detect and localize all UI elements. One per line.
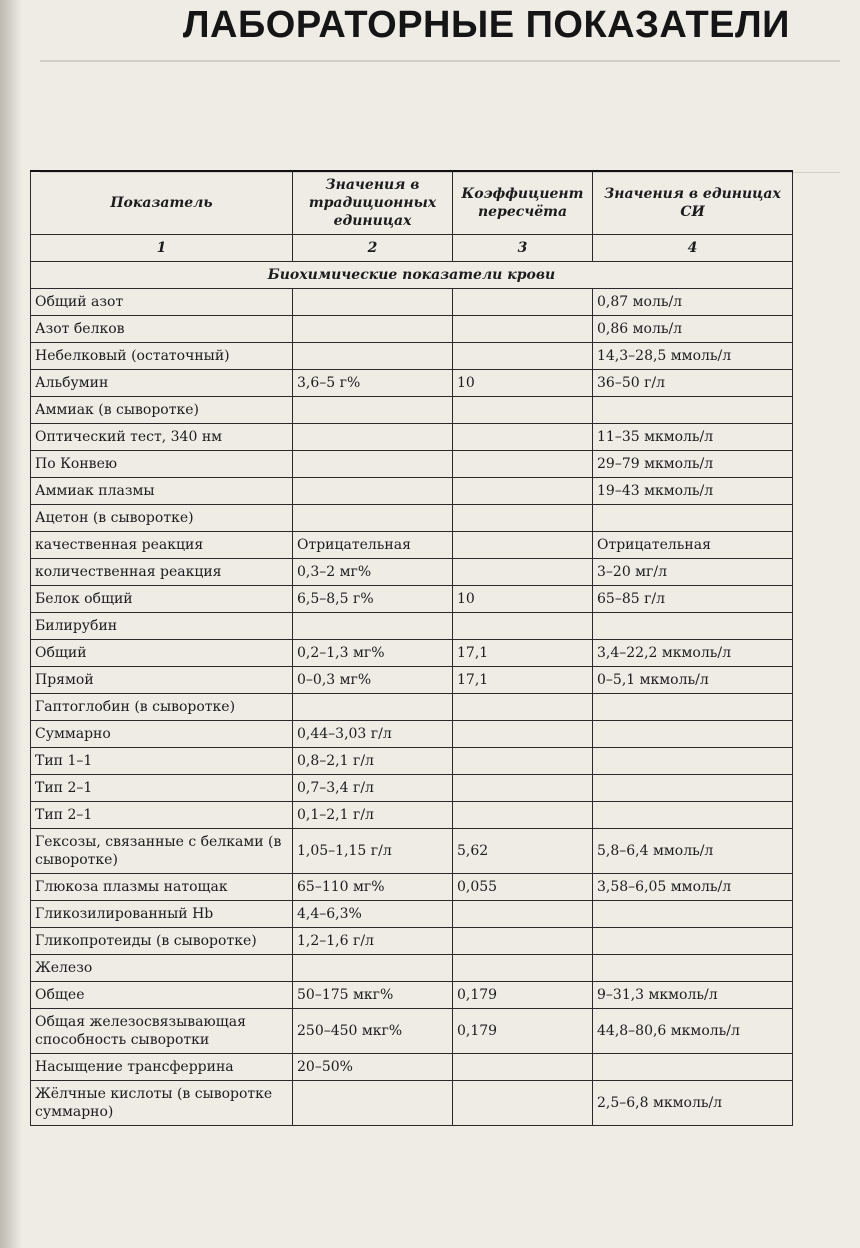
- cell-coefficient: [453, 955, 593, 982]
- table-row: [31, 829, 793, 874]
- cell-si: 65–85 г/л: [593, 586, 793, 613]
- cell-coefficient: [453, 343, 593, 370]
- cell-indicator: Тип 2–1: [31, 775, 293, 802]
- table-row: [31, 343, 793, 370]
- cell-traditional: [293, 478, 453, 505]
- cell-indicator: Гексозы, связанные с белками (в сыворотке): [31, 829, 293, 874]
- cell-traditional: 0–0,3 мг%: [293, 667, 453, 694]
- table-row: [31, 451, 793, 478]
- cell-si: [593, 928, 793, 955]
- cell-indicator: Аммиак плазмы: [31, 478, 293, 505]
- cell-coefficient: [453, 1081, 593, 1126]
- cell-traditional: [293, 505, 453, 532]
- cell-traditional: 0,1–2,1 г/л: [293, 802, 453, 829]
- cell-coefficient: 10: [453, 370, 593, 397]
- cell-traditional: [293, 451, 453, 478]
- cell-coefficient: [453, 802, 593, 829]
- cell-coefficient: 17,1: [453, 640, 593, 667]
- cell-si: 3,58–6,05 ммоль/л: [593, 874, 793, 901]
- header-coefficient: Коэффициент пересчёта: [453, 171, 593, 235]
- cell-si: 36–50 г/л: [593, 370, 793, 397]
- cell-coefficient: 0,055: [453, 874, 593, 901]
- cell-indicator: качественная реакция: [31, 532, 293, 559]
- cell-traditional: [293, 694, 453, 721]
- cell-traditional: [293, 955, 453, 982]
- cell-traditional: [293, 613, 453, 640]
- cell-traditional: [293, 316, 453, 343]
- cell-coefficient: [453, 532, 593, 559]
- table-row: [31, 613, 793, 640]
- cell-traditional: [293, 289, 453, 316]
- cell-indicator: Прямой: [31, 667, 293, 694]
- cell-indicator: По Конвею: [31, 451, 293, 478]
- table-row: [31, 1054, 793, 1081]
- section-row: [31, 262, 793, 289]
- cell-si: [593, 901, 793, 928]
- cell-traditional: 6,5–8,5 г%: [293, 586, 453, 613]
- table-row: [31, 478, 793, 505]
- cell-indicator: Билирубин: [31, 613, 293, 640]
- cell-indicator: Железо: [31, 955, 293, 982]
- table-row: [31, 370, 793, 397]
- cell-traditional: [293, 397, 453, 424]
- cell-coefficient: 0,179: [453, 1009, 593, 1054]
- cell-indicator: Оптический тест, 340 нм: [31, 424, 293, 451]
- table-row: [31, 559, 793, 586]
- cell-traditional: 0,3–2 мг%: [293, 559, 453, 586]
- cell-coefficient: [453, 505, 593, 532]
- cell-coefficient: [453, 478, 593, 505]
- cell-coefficient: [453, 316, 593, 343]
- column-number: 1: [31, 235, 293, 262]
- cell-coefficient: [453, 559, 593, 586]
- cell-traditional: [293, 424, 453, 451]
- cell-si: [593, 721, 793, 748]
- cell-traditional: 1,05–1,15 г/л: [293, 829, 453, 874]
- cell-coefficient: [453, 901, 593, 928]
- cell-si: [593, 505, 793, 532]
- cell-traditional: 0,8–2,1 г/л: [293, 748, 453, 775]
- cell-coefficient: [453, 748, 593, 775]
- cell-indicator: количественная реакция: [31, 559, 293, 586]
- table-row: [31, 694, 793, 721]
- table-row: [31, 802, 793, 829]
- cell-coefficient: [453, 928, 593, 955]
- cell-indicator: Азот белков: [31, 316, 293, 343]
- cell-si: 9–31,3 мкмоль/л: [593, 982, 793, 1009]
- cell-indicator: Общее: [31, 982, 293, 1009]
- cell-coefficient: [453, 694, 593, 721]
- cell-indicator: Общая железосвязывающая способность сыворотки: [31, 1009, 293, 1054]
- cell-indicator: Белок общий: [31, 586, 293, 613]
- table-row: [31, 289, 793, 316]
- cell-coefficient: [453, 721, 593, 748]
- table-row: [31, 532, 793, 559]
- cell-si: [593, 955, 793, 982]
- cell-coefficient: [453, 424, 593, 451]
- table-row: [31, 775, 793, 802]
- bleed-through-area: [40, 60, 840, 173]
- cell-traditional: 0,7–3,4 г/л: [293, 775, 453, 802]
- cell-indicator: Гликопротеиды (в сыворотке): [31, 928, 293, 955]
- cell-si: 11–35 мкмоль/л: [593, 424, 793, 451]
- table-row: [31, 982, 793, 1009]
- cell-si: [593, 748, 793, 775]
- cell-indicator: Аммиак (в сыворотке): [31, 397, 293, 424]
- cell-si: [593, 802, 793, 829]
- cell-indicator: Гликозилированный Hb: [31, 901, 293, 928]
- page-binding-shadow: [0, 0, 22, 1248]
- cell-coefficient: 10: [453, 586, 593, 613]
- cell-si: 3,4–22,2 мкмоль/л: [593, 640, 793, 667]
- table-row: [31, 505, 793, 532]
- cell-si: 14,3–28,5 ммоль/л: [593, 343, 793, 370]
- cell-traditional: 50–175 мкг%: [293, 982, 453, 1009]
- cell-traditional: 65–110 мг%: [293, 874, 453, 901]
- cell-traditional: [293, 343, 453, 370]
- cell-indicator: Глюкоза плазмы натощак: [31, 874, 293, 901]
- cell-coefficient: 17,1: [453, 667, 593, 694]
- column-number-row: [31, 235, 793, 262]
- page-title: ЛАБОРАТОРНЫЕ ПОКАЗАТЕЛИ: [182, 4, 790, 46]
- cell-traditional: 20–50%: [293, 1054, 453, 1081]
- cell-indicator: Насыщение трансферрина: [31, 1054, 293, 1081]
- cell-indicator: Альбумин: [31, 370, 293, 397]
- cell-indicator: Гаптоглобин (в сыворотке): [31, 694, 293, 721]
- cell-si: [593, 613, 793, 640]
- cell-coefficient: [453, 613, 593, 640]
- column-number: 2: [293, 235, 453, 262]
- cell-si: [593, 694, 793, 721]
- table-row: [31, 640, 793, 667]
- cell-si: 3–20 мг/л: [593, 559, 793, 586]
- table-row: [31, 721, 793, 748]
- cell-si: [593, 775, 793, 802]
- table-row: [31, 397, 793, 424]
- table-row: [31, 955, 793, 982]
- cell-coefficient: [453, 1054, 593, 1081]
- cell-indicator: Тип 1–1: [31, 748, 293, 775]
- column-number: 3: [453, 235, 593, 262]
- cell-indicator: Жёлчные кислоты (в сыворотке суммарно): [31, 1081, 293, 1126]
- table-row: [31, 586, 793, 613]
- table-row: [31, 1009, 793, 1054]
- cell-si: 19–43 мкмоль/л: [593, 478, 793, 505]
- cell-si: 5,8–6,4 ммоль/л: [593, 829, 793, 874]
- section-title: Биохимические показатели крови: [31, 262, 793, 289]
- column-number: 4: [593, 235, 793, 262]
- cell-coefficient: [453, 397, 593, 424]
- header-si: Значения в единицах СИ: [593, 171, 793, 235]
- cell-traditional: [293, 1081, 453, 1126]
- cell-si: 0,86 моль/л: [593, 316, 793, 343]
- cell-traditional: 250–450 мкг%: [293, 1009, 453, 1054]
- cell-traditional: 3,6–5 г%: [293, 370, 453, 397]
- cell-si: [593, 1054, 793, 1081]
- table-row: [31, 874, 793, 901]
- cell-si: 2,5–6,8 мкмоль/л: [593, 1081, 793, 1126]
- header-indicator: Показатель: [31, 171, 293, 235]
- cell-coefficient: [453, 775, 593, 802]
- cell-coefficient: 0,179: [453, 982, 593, 1009]
- header-traditional: Значения в традиционных единицах: [293, 171, 453, 235]
- cell-indicator: Общий азот: [31, 289, 293, 316]
- cell-traditional: Отрицательная: [293, 532, 453, 559]
- cell-coefficient: [453, 289, 593, 316]
- cell-indicator: Общий: [31, 640, 293, 667]
- cell-si: [593, 397, 793, 424]
- cell-si: 44,8–80,6 мкмоль/л: [593, 1009, 793, 1054]
- table-row: [31, 316, 793, 343]
- table-row: [31, 667, 793, 694]
- cell-coefficient: [453, 451, 593, 478]
- cell-si: 0,87 моль/л: [593, 289, 793, 316]
- cell-traditional: 0,2–1,3 мг%: [293, 640, 453, 667]
- cell-indicator: Тип 2–1: [31, 802, 293, 829]
- cell-indicator: Небелковый (остаточный): [31, 343, 293, 370]
- cell-indicator: Суммарно: [31, 721, 293, 748]
- table-row: [31, 928, 793, 955]
- table-header-row: [31, 171, 793, 235]
- cell-coefficient: 5,62: [453, 829, 593, 874]
- cell-si: Отрицательная: [593, 532, 793, 559]
- table-row: [31, 1081, 793, 1126]
- cell-si: 29–79 мкмоль/л: [593, 451, 793, 478]
- lab-table: [30, 170, 793, 1126]
- cell-traditional: 0,44–3,03 г/л: [293, 721, 453, 748]
- table-row: [31, 901, 793, 928]
- table-row: [31, 424, 793, 451]
- cell-traditional: 4,4–6,3%: [293, 901, 453, 928]
- cell-traditional: 1,2–1,6 г/л: [293, 928, 453, 955]
- cell-si: 0–5,1 мкмоль/л: [593, 667, 793, 694]
- table-row: [31, 748, 793, 775]
- cell-indicator: Ацетон (в сыворотке): [31, 505, 293, 532]
